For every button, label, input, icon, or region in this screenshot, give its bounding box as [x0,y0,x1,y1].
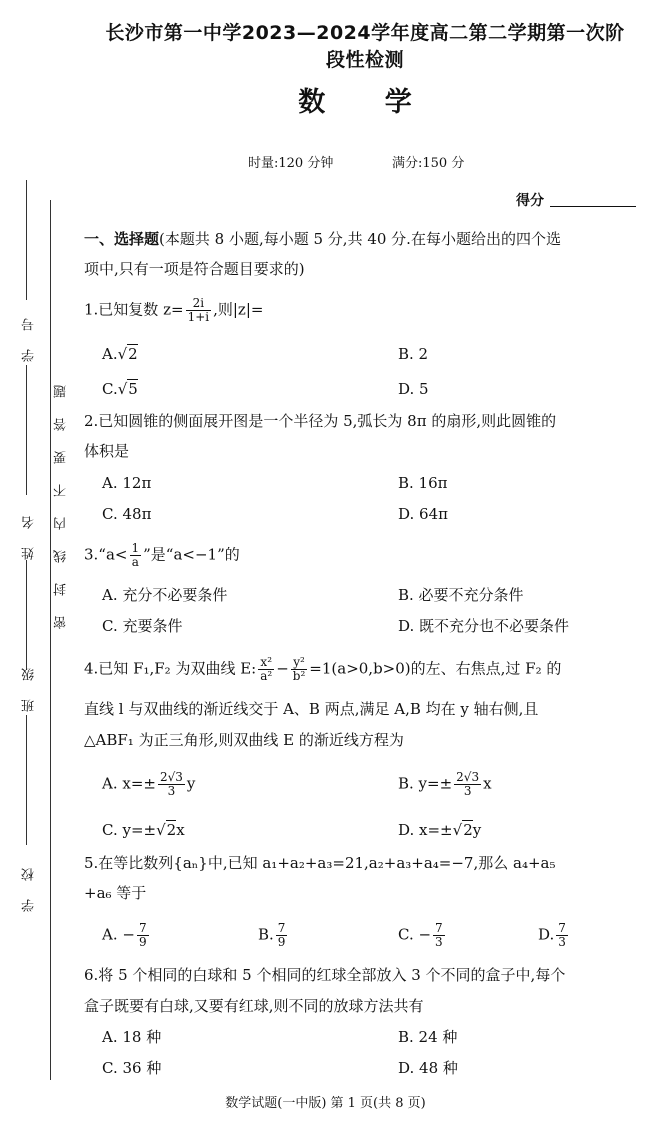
q1-option-c[interactable]: C.√5 [102,380,138,398]
subject-title: 数 学 [298,87,412,118]
q1-option-b[interactable]: B. 2 [398,345,429,363]
q5-option-b[interactable]: B. $\frac{7}{9}$ [258,921,286,949]
q5-option-d[interactable]: D. $\frac{7}{3}$ [538,921,566,949]
q2-option-a[interactable]: A. 12π [102,474,152,492]
name-blank[interactable] [26,365,27,495]
question-2: 2.已知圆锥的侧面展开图是一个半径为 5,弧长为 8π 的扇形,则此圆锥的 [84,412,557,430]
section-desc: 项中,只有一项是符合题目要求的) [84,260,305,278]
question-6: 6.将 5 个相同的白球和 5 个相同的红球全部放入 3 个不同的盒子中,每个 [84,966,566,984]
question-6-cont: 盒子既要有白球,又要有红球,则不同的放球方法共有 [84,997,424,1015]
q3-option-d[interactable]: D. 既不充分也不必要条件 [398,617,570,635]
score-label: 得分 [516,193,544,209]
question-5-cont: +a₆ 等于 [84,884,147,902]
q5-option-a[interactable]: A. − $\frac{7}{9}$ [102,921,147,949]
seal-warning: 密封线内不要答题 [54,365,69,629]
student-no-blank[interactable] [26,180,27,300]
q4-option-c[interactable]: C. y=±√2x [102,821,185,839]
question-4-cont2: △ABF₁ 为正三角形,则双曲线 E 的渐近线方程为 [84,731,404,749]
question-5: 5.在等比数列{aₙ}中,已知 a₁+a₂+a₃=21,a₂+a₃+a₄=−7,那么 a₄+a₅ [84,854,556,872]
q3-option-b[interactable]: B. 必要不充分条件 [398,586,524,604]
question-2-cont: 体积是 [84,442,130,460]
binding-line [50,200,51,1080]
q3-option-a[interactable]: A. 充分不必要条件 [102,586,228,604]
q4-option-a[interactable]: A. x=± $\frac{2√3}{3}$ y [102,770,196,798]
q6-option-a[interactable]: A. 18 种 [102,1028,162,1046]
page-footer: 数学试题(一中版) 第 1 页(共 8 页) [225,1096,426,1111]
question-3: 3.“a< $\frac{1}{a}$ ”是“a<−1”的 [84,541,240,569]
q6-option-b[interactable]: B. 24 种 [398,1028,458,1046]
q3-option-c[interactable]: C. 充要条件 [102,617,183,635]
q2-option-c[interactable]: C. 48π [102,505,152,523]
exam-time: 时量:120 分钟 [248,156,334,171]
full-score: 满分:150 分 [392,156,465,171]
score-blank[interactable] [550,206,636,207]
school-label: 学校 [22,850,37,912]
q1-option-d[interactable]: D. 5 [398,380,429,398]
q2-option-b[interactable]: B. 16π [398,474,448,492]
question-4: 4.已知 F₁,F₂ 为双曲线 E: $\frac{\text{x²}}{\text{a²}}$ − $\frac{\text{y²}}{\text{b²}}$ =1(a>0,b>0)的左、右焦点,过 F₂ 的 [84,655,562,683]
q5-option-c[interactable]: C. − $\frac{7}{3}$ [398,921,443,949]
q1-option-a[interactable]: A.√2 [102,345,138,363]
name-label: 姓名 [22,498,37,560]
q4-option-b[interactable]: B. y=± $\frac{2√3}{3}$ x [398,770,492,798]
q4-option-d[interactable]: D. x=±√2y [398,821,482,839]
student-no-label: 学号 [22,300,37,362]
class-label: 班级 [22,650,37,712]
section-heading: 一、选择题(本题共 8 小题,每小题 5 分,共 40 分.在每小题给出的四个选 [84,230,561,248]
q2-option-d[interactable]: D. 64π [398,505,448,523]
question-1: 1.已知复数 z= $\frac{2i}{1+i}$ ,则|z|= [84,296,264,324]
question-4-cont: 直线 l 与双曲线的渐近线交于 A、B 两点,满足 A,B 均在 y 轴右侧,且 [84,700,539,718]
q6-option-d[interactable]: D. 48 种 [398,1059,458,1077]
exam-title: 长沙市第一中学2023—2024学年度高二第二学期第一次阶段性检测 [105,22,625,71]
q6-option-c[interactable]: C. 36 种 [102,1059,162,1077]
school-blank[interactable] [26,715,27,845]
